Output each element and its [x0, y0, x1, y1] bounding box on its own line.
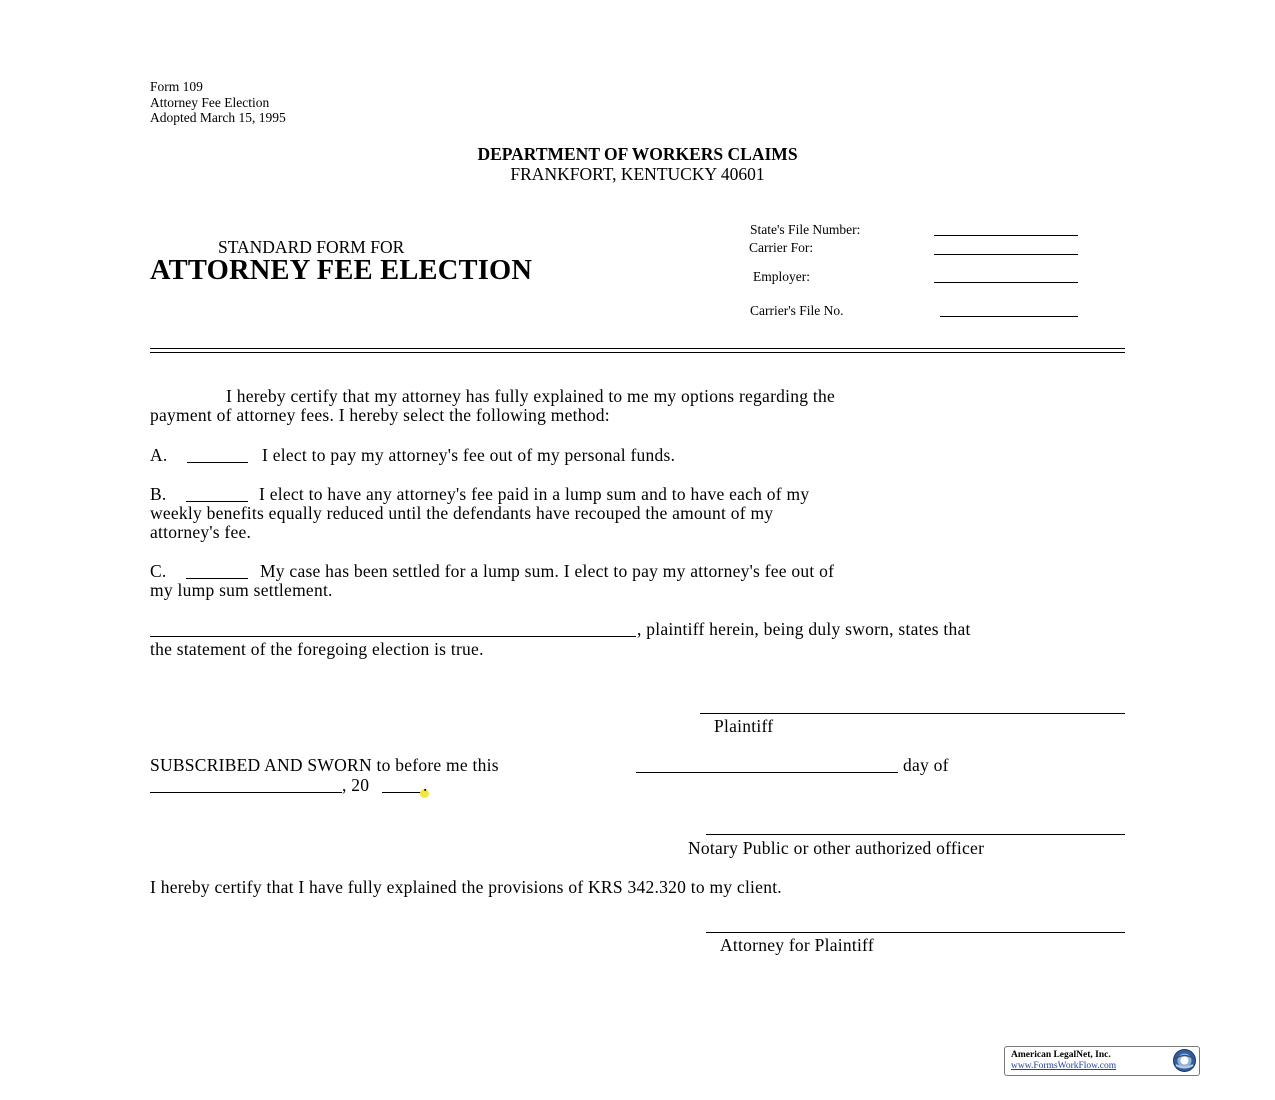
option-a-letter: A. — [150, 445, 168, 465]
form-title: ATTORNEY FEE ELECTION — [150, 255, 533, 286]
attorney-certification: I hereby certify that I have fully explained the provisions of KRS 342.320 to my client. — [150, 877, 782, 897]
form-name: Attorney Fee Election — [150, 94, 270, 110]
form-subtitle: STANDARD FORM FOR — [218, 237, 405, 257]
state-file-number-field[interactable] — [934, 235, 1078, 236]
attorney-signature-line[interactable] — [706, 932, 1125, 933]
employer-field[interactable] — [934, 282, 1078, 283]
intro-line-2: payment of attorney fees. I hereby select the following method: — [150, 405, 610, 425]
plaintiff-name-field[interactable] — [150, 636, 636, 637]
month-field[interactable] — [150, 792, 342, 793]
form-adopted-date: Adopted March 15, 1995 — [150, 110, 286, 125]
carrier-file-no-field[interactable] — [940, 316, 1078, 317]
subscribed-rest: to before me this — [371, 755, 499, 775]
option-b-letter: B. — [150, 484, 167, 504]
sworn-line-1: , plaintiff herein, being duly sworn, states that — [637, 619, 971, 639]
option-c-letter: C. — [150, 561, 167, 581]
globe-icon — [1172, 1048, 1197, 1073]
form-meta — [150, 79, 286, 126]
option-b-line-1: I elect to have any attorney's fee paid in a lump sum and to have each of my — [259, 484, 810, 504]
header-divider-top — [150, 348, 1125, 349]
department-name: DEPARTMENT OF WORKERS CLAIMS — [477, 144, 798, 164]
carrier-file-no-label: Carrier's File No. — [750, 303, 844, 318]
plaintiff-signature-line[interactable] — [700, 713, 1125, 714]
attorney-signature-label: Attorney for Plaintiff — [720, 935, 874, 955]
state-file-number-label: State's File Number: — [750, 222, 861, 237]
plaintiff-signature-label: Plaintiff — [714, 716, 774, 736]
subscribed-text — [150, 756, 499, 776]
notary-signature-line[interactable] — [706, 834, 1125, 835]
carrier-for-label: Carrier For: — [749, 240, 814, 255]
day-field[interactable] — [636, 772, 898, 773]
subscribed-label: SUBSCRIBED AND SWORN — [150, 755, 372, 775]
header-divider-bottom — [150, 352, 1125, 353]
footer-logo — [1004, 1046, 1200, 1076]
option-b-line-2: weekly benefits equally reduced until the defendants have recouped the amount of my — [150, 503, 774, 523]
option-c-line-2: my lump sum settlement. — [150, 580, 333, 600]
option-c-blank[interactable] — [186, 578, 248, 579]
year-field[interactable] — [382, 792, 422, 793]
year-suffix: . — [423, 775, 428, 795]
footer-url-link[interactable]: www.FormsWorkFlow.com — [1011, 1061, 1117, 1071]
department-city: FRANKFORT, KENTUCKY 40601 — [510, 164, 765, 184]
day-of-label: day of — [903, 755, 949, 775]
option-b-blank[interactable] — [186, 501, 248, 502]
notary-signature-label: Notary Public or other authorized officer — [688, 838, 985, 858]
form-number: Form 109 — [150, 79, 203, 94]
option-a-blank[interactable] — [187, 462, 248, 463]
year-prefix: , 20 — [342, 775, 370, 795]
footer-company: American LegalNet, Inc. — [1011, 1050, 1111, 1060]
option-a-text: I elect to pay my attorney's fee out of my personal funds. — [262, 445, 676, 465]
option-b-line-3: attorney's fee. — [150, 522, 252, 542]
sworn-line-2: the statement of the foregoing election is true. — [150, 639, 484, 659]
intro-line-1: I hereby certify that my attorney has fully explained to me my options regarding the — [226, 386, 836, 406]
carrier-for-field[interactable] — [934, 254, 1078, 255]
option-c-line-1: My case has been settled for a lump sum. I elect to pay my attorney's fee out of — [260, 561, 835, 581]
employer-label: Employer: — [753, 269, 810, 284]
